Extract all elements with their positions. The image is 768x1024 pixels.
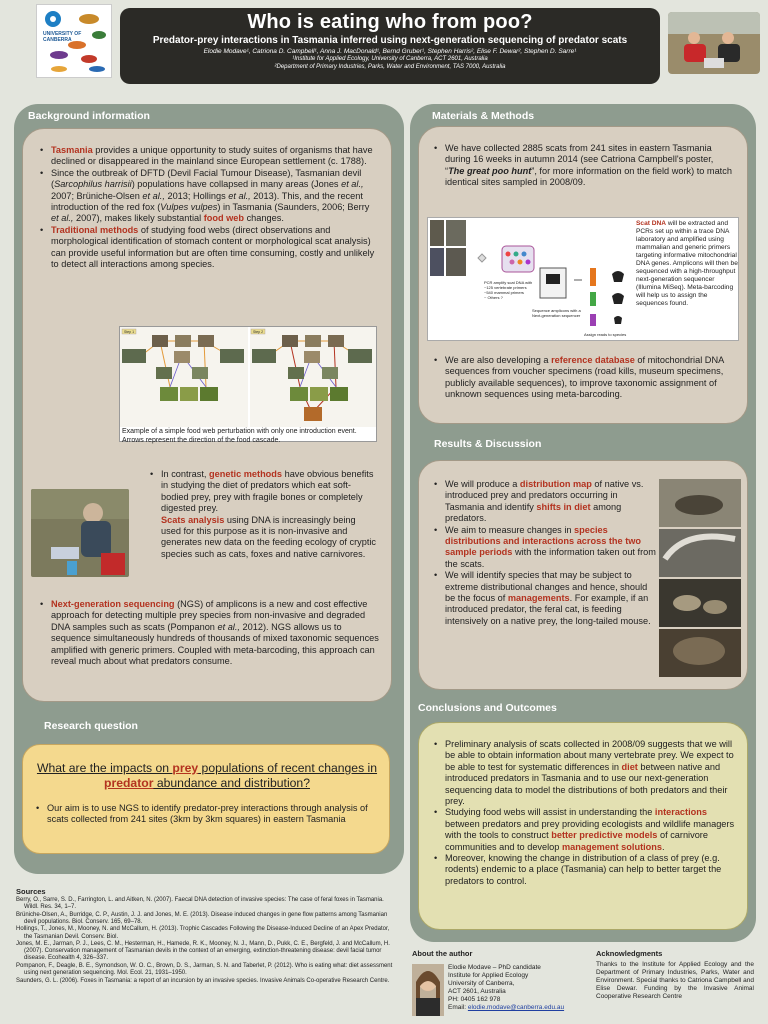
author-photo	[412, 964, 444, 1016]
svg-text:PCR amplify scat DNA with: PCR amplify scat DNA with ~125 vertebrate primers ~540 mammal primers ~ Others ?	[484, 280, 533, 300]
svg-text:UNIVERSITY OF: UNIVERSITY OF	[43, 31, 82, 37]
results-panel	[418, 460, 748, 690]
materials-heading: Materials & Methods	[432, 110, 535, 122]
affiliation-2: ²Department of Primary Industries, Parks, Water and Environment, TAS 7000, Australia	[274, 64, 506, 70]
food-web-graphic	[120, 327, 376, 427]
research-bullet: • Our aim is to use NGS to identify predator-prey interactions through analysis of scats collected from 241 sites (3km by 3km squares) in eastern Tasmania	[36, 803, 368, 825]
results-heading: Results & Discussion	[434, 438, 542, 450]
conclusions-bullet-2: • Studying food webs will assist in understanding the interactions between predators and prey providing ecologists and wildlife managers with the tools to construct better predictive models of carnivore communities and to develop management solutions.	[434, 807, 735, 852]
about-author-section	[412, 949, 592, 1011]
results-bullet-1: • We will produce a distribution map of native vs. introduced prey and predators occurring in Tasmania and identify shifts in diet among predators.	[431, 479, 659, 525]
source-item: Saunders, G. L. (2006). Foxes in Tasmania: a report of an incursion by an invasive species. Invasive Animals Co-operative Research Centre.	[16, 977, 390, 984]
poster-subtitle: Predator-prey interactions in Tasmania inferred using next-generation sequencing of predator scats	[152, 35, 628, 46]
background-bullet-3: • Traditional methods of studying food webs (direct observations and morphological identification of stomach content or morphological scat analysis) can provide useful information but are often time consuming, costly and unlikely to detect all interactions among species.	[37, 225, 379, 271]
source-item: Hollings, T., Jones, M., Mooney, N. and McCallum, H. (2013). Trophic Cascades Following the Disease-Induced Decline of an Apex Predator, the Tasmanian Devil. Conserv. Biol.	[16, 926, 390, 940]
scat-photos	[659, 479, 741, 677]
author-details: Elodie Modave – PhD candidate Institute for Applied Ecology University of Canberra, ACT 2601, Australia PH: 0405 162 978 Email: elodie.modave@canberra.edu.au	[448, 964, 565, 1011]
ack-heading: Acknowledgments	[596, 949, 663, 958]
conclusions-panel	[418, 722, 748, 930]
materials-panel	[418, 126, 748, 424]
poster-header	[0, 0, 768, 100]
university-logo-icon	[37, 5, 113, 79]
methods-workflow-graphic	[428, 218, 634, 342]
research-question: What are the impacts on prey populations of recent changes in predator abundance and distribution?	[36, 761, 378, 790]
background-bullet-5: • Next-generation sequencing (NGS) of amplicons is a new and cost effective approach for detecting multiple prey species from non-invasive and degraded DNA samples such as scats (Pompanon et al., 2012). NGS allows us to sequence simultaneously hundreds of thousands of mixed taxonomic sequences amplified with generic primers. Coupled with meta-barcoding, this approach can reveal much about what predators consume.	[37, 599, 381, 667]
materials-bullet-1: • We have collected 2885 scats from 241 sites in eastern Tasmania during 16 weeks in autumn 2014 (see Catriona Campbell's poster, “The great poo hunt”, for more information on the field work) to match identical sites sampled in 2008/09.	[431, 143, 735, 189]
food-web-caption: Example of a simple food web perturbation with only one introduction event. Arrows represent the direction of the food cascade.	[122, 428, 357, 444]
research-panel	[22, 744, 390, 854]
source-item: Brüniche-Olsen, A., Burridge, C. P., Austin, J. J. and Jones, M. E. (2013). Disease induced changes in gene flow patterns among Tasmanian devil populations. Biol. Conserv. 165, 69–78.	[16, 911, 388, 925]
logo-block	[36, 4, 112, 78]
conclusions-bullet-3: • Moreover, knowing the change in distribution of a class of prey (e.g. rodents) endemic to a place (Tasmania) can help to better target the predators to control.	[434, 853, 722, 886]
results-bullet-3: • We will identify species that may be subject to extreme distributional changes and hence, should be the focus of managements. For example, if an introduced predator, the feral cat, is feeding intensively on a native prey, the long-tailed mouse.	[431, 570, 659, 627]
svg-text:Assign reads to species: Assign reads to species	[584, 332, 627, 337]
background-heading: Background information	[28, 110, 150, 122]
scat-collection-photo	[31, 489, 129, 577]
background-bullet-2: • Since the outbreak of DFTD (Devil Facial Tumour Disease), Tasmanian devil (Sarcophilus harrisii) populations have collapsed in many areas (Jones et al., 2007; Brüniche-Olsen et al., 2013; Hollings et al., 2013). This, and the recent introduction of the red fox (Vulpes vulpes) in Tasmania (Saunders, 2006; Berry et al., 2007), makes likely substantial food web changes.	[37, 168, 379, 225]
conclusions-bullet-1: • Preliminary analysis of scats collected in 2008/09 suggests that we will be able to obtain information about many vertebrate prey. We expect to be able to test for systematic differences in diet between native and introduced predators in Tasmania and to use our next-generation sequencing data to model the distributions of both predators and their prey.	[434, 739, 734, 807]
food-web-diagram	[119, 326, 377, 442]
about-heading: About the author	[412, 949, 473, 958]
research-heading: Research question	[44, 720, 138, 732]
diagram-step-1-label: Step 1	[124, 330, 135, 334]
sources-section	[16, 888, 396, 985]
results-bullet-2: • We aim to measure changes in species distributions and interactions across the two sample periods with the information taken out from the scats.	[431, 525, 659, 571]
affiliation-1: ¹Institute for Applied Ecology, University of Canberra, ACT 2601, Australia	[292, 56, 488, 62]
methods-figure-text: Scat DNA will be extracted and PCRs set up within a trace DNA laboratory and amplified using mammalian and generic primers targeting informative mitochondrial DNA genes. Amplicons will then be sequenced with a high-throughput next-generation sequencer (Illumina MiSeq). Meta-barcoding will help us to assign the sequences found.	[636, 220, 738, 307]
conclusions-heading: Conclusions and Outcomes	[418, 702, 557, 714]
source-item: Berry, O., Sarre, S. D., Farrington, L. and Aitken, N. (2007). Faecal DNA detection of invasive species: The case of feral foxes in Tasmania. Wildl. Res. 34, 1–7.	[16, 897, 384, 911]
acknowledgments-section	[596, 950, 754, 1001]
background-panel	[22, 128, 392, 702]
title-block	[120, 8, 660, 84]
diagram-step-2-label: Step 2	[253, 330, 264, 334]
team-photo	[668, 12, 760, 74]
background-bullet-1: • Tasmania provides a unique opportunity to study suites of organisms that have declined or disappeared in the mainland since European settlement (c. 1788).	[37, 145, 379, 168]
author-list: Elodie Modave¹, Catriona D. Campbell¹, Anna J. MacDonald¹, Bernd Gruber¹, Stephen Harris², Elise F. Dewar², Stephen D. Sarre¹	[203, 48, 577, 55]
materials-bullet-2: • We are also developing a reference database of mitochondrial DNA sequences from voucher specimens (road kills, museum specimens, publicly available sequences), to improve taxonomic assignment of unknown sequences using meta-barcoding.	[431, 355, 739, 401]
methods-figure	[427, 217, 739, 341]
poster-title: Who is eating who from poo?	[247, 11, 533, 33]
ack-text: Thanks to the Institute for Applied Ecology and the Department of Primary Industries, Parks, Water and Environment. Special thanks to Catriona Campbell and Elise Dewar. Funding by the Invasive Animal Cooperative Research Centre	[596, 961, 754, 1000]
background-bullet-4: • In contrast, genetic methods have obvious benefits in studying the diet of predators which eat soft-bodied prey, prey with fragile bones or completely digested prey. Scats analysis using DNA is increasingly being used for this purpose as it is non-invasive and generates new data on the feeding ecology of cryptic species such as cats, foxes and native carnivores.	[147, 469, 377, 560]
sources-heading: Sources	[16, 887, 46, 896]
svg-text:CANBERRA: CANBERRA	[43, 37, 72, 43]
source-item: Pompanon, F., Deagle, B. E., Symondson, W. O. C., Brown, D. S., Jarman, S. N. and Taberlet, P. (2012). Who is eating what: diet assessment using next generation sequencing. Mol. Ecol. 21, 1931–1950.	[16, 962, 393, 977]
svg-text:Sequence amplicons with a: Sequence amplicons with a Next-generation sequencer	[532, 308, 581, 318]
author-email-link[interactable]: elodie.modave@canberra.edu.au	[467, 1004, 565, 1011]
source-item: Jones, M. E., Jarman, P. J., Lees, C. M., Hesterman, H., Hamede, R. K., Mooney, N. J., Mann, D., Pukk, C. E., Bergfeld, J. and McCallum, H. (2007). Conservation management of Tasmanian devils in the context of an emerging, extinction-threatening disease: devil facial tumor disease. Ecohealth 4, 326–337.	[16, 941, 390, 962]
